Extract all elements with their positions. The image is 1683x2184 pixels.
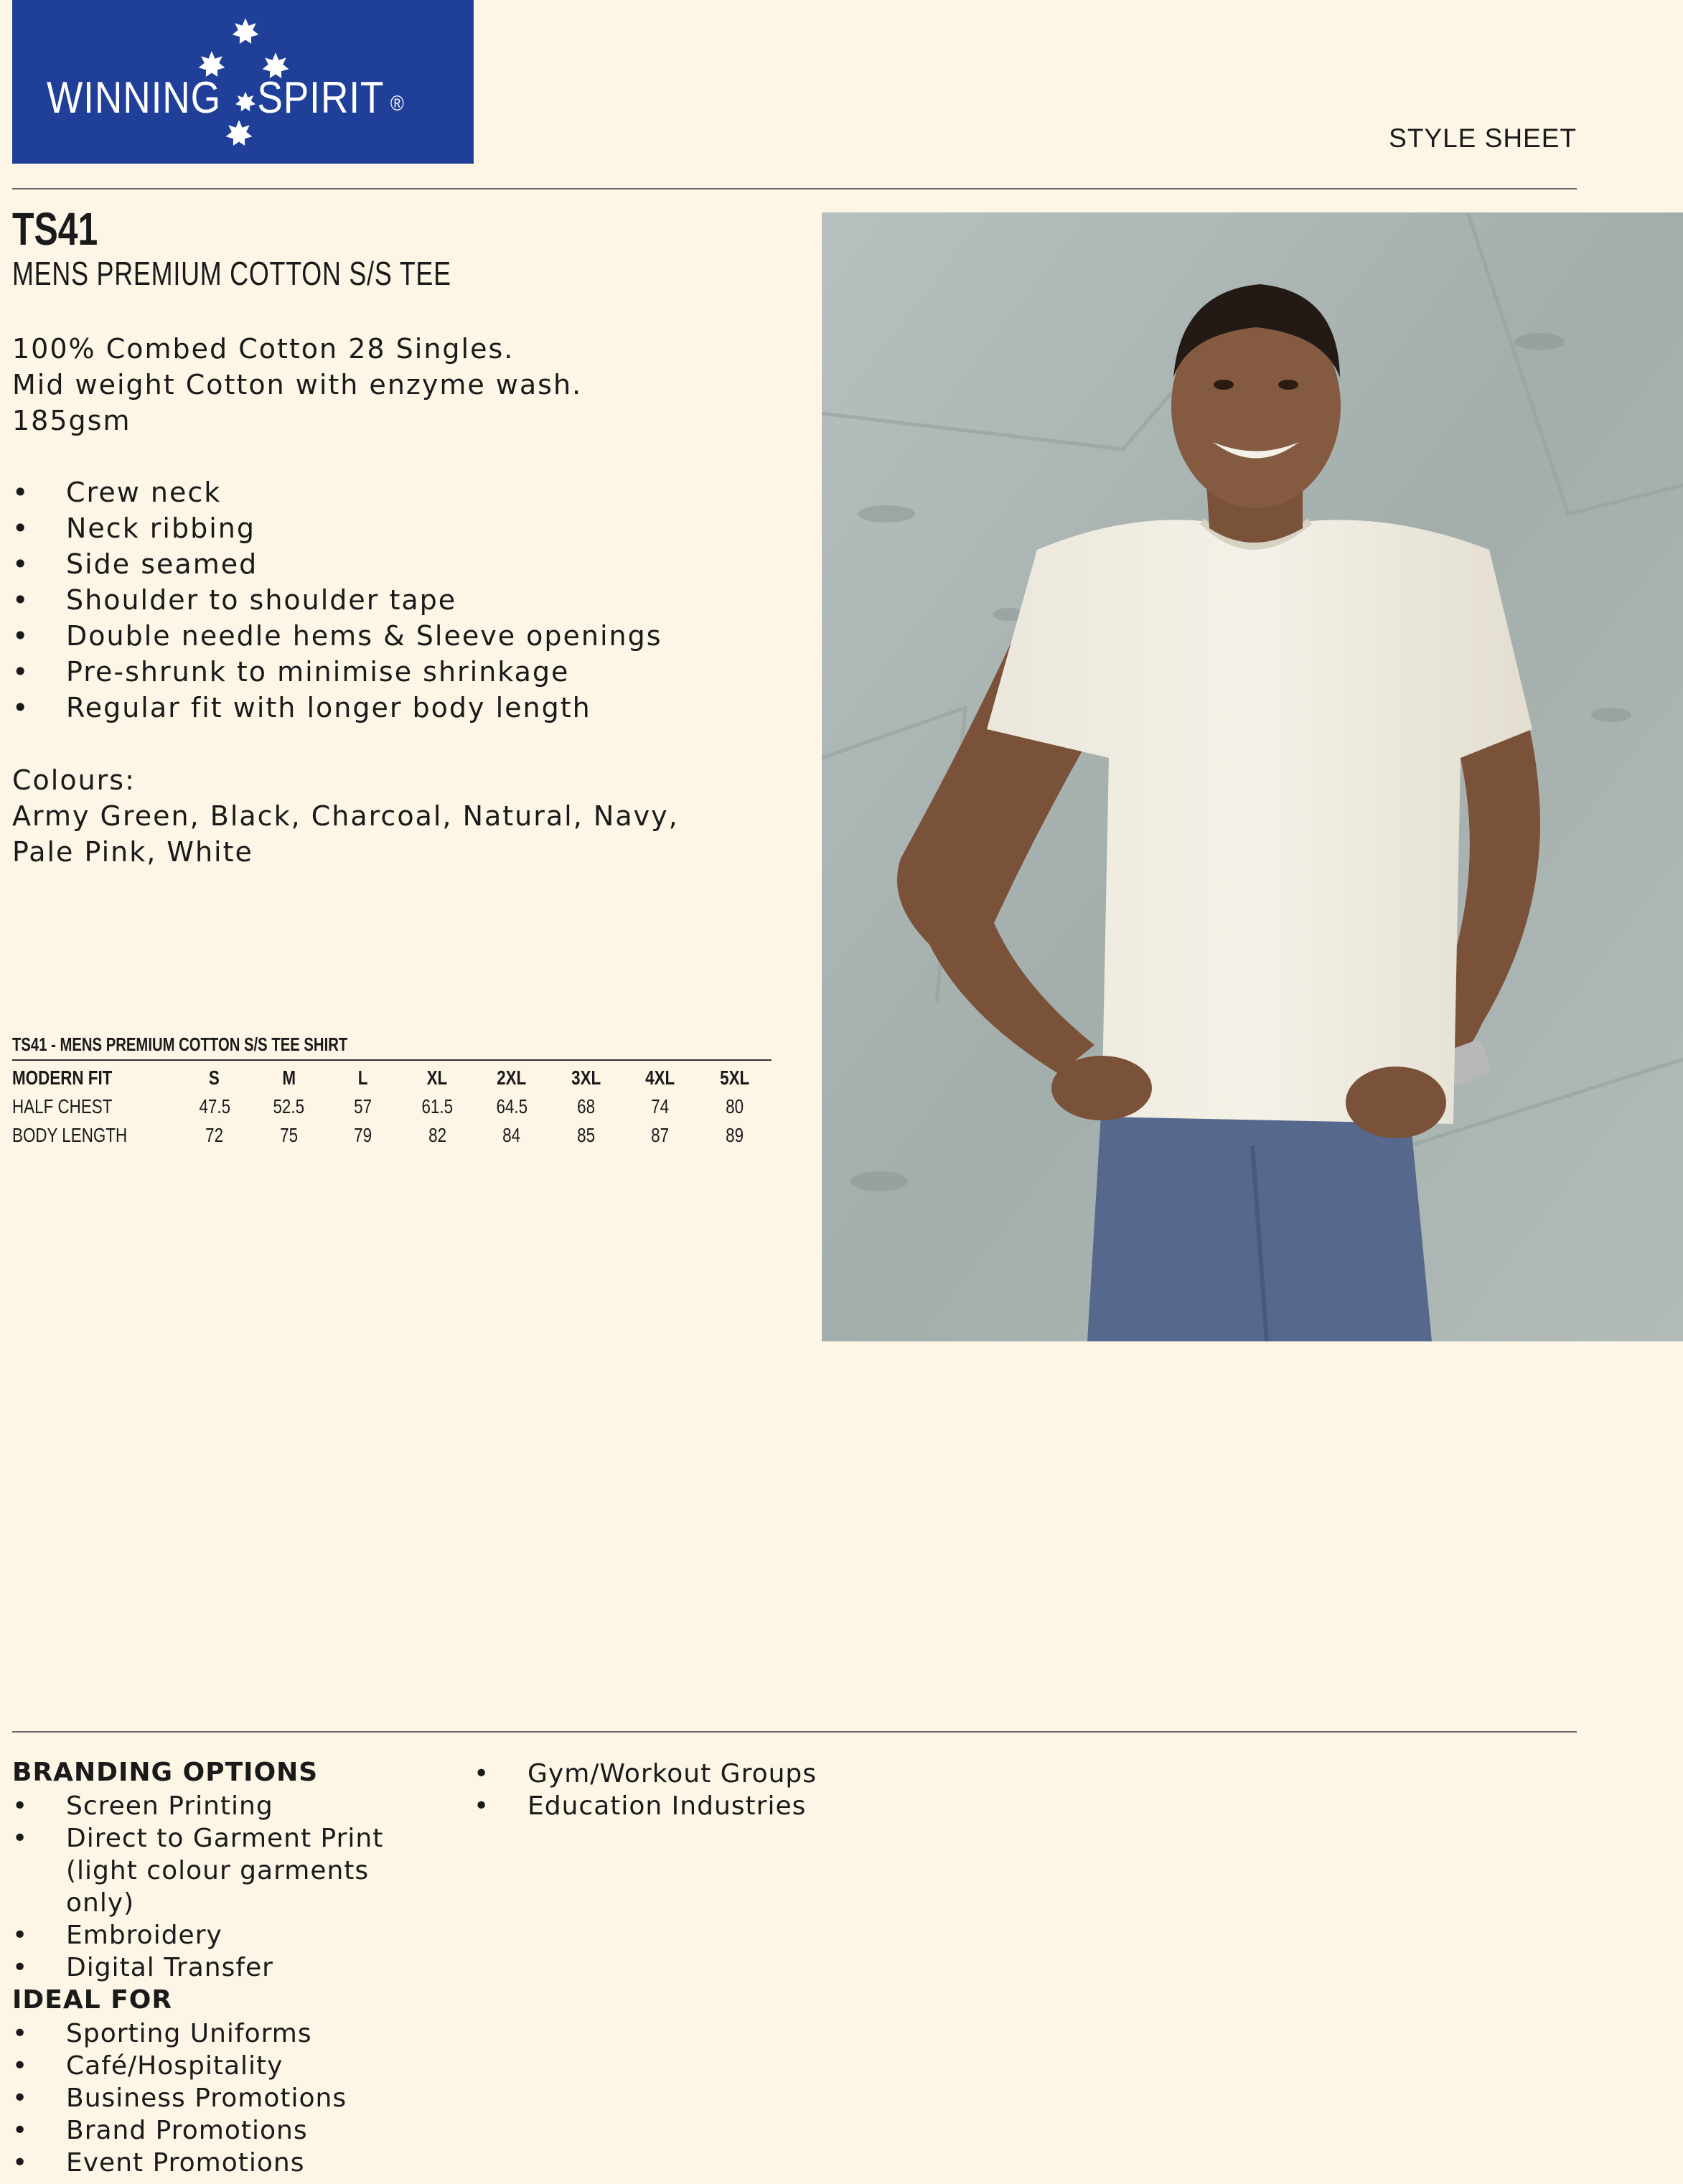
size-label: 3XL — [571, 1067, 601, 1089]
table-cell: 87 — [651, 1124, 670, 1146]
feature-item: • Pre-shrunk to minimise shrinkage — [12, 654, 662, 690]
feature-item: • Neck ribbing — [12, 510, 662, 546]
header-divider — [12, 188, 1577, 189]
ideal-for-item: • Event Promotions — [12, 2147, 515, 2179]
product-name: MENS PREMIUM COTTON S/S TEE — [12, 255, 451, 292]
feature-item: • Regular fit with longer body length — [12, 690, 662, 726]
table-cell: 82 — [428, 1124, 446, 1146]
half-chest-row — [12, 1092, 772, 1121]
table-cell: 47.5 — [198, 1095, 230, 1117]
product-description — [12, 331, 582, 439]
brand-name-right: SPIRIT — [257, 72, 385, 123]
row-label: HALF CHEST — [12, 1095, 113, 1117]
size-label: S — [209, 1067, 220, 1089]
row-label: BODY LENGTH — [12, 1124, 128, 1146]
table-cell: 85 — [576, 1124, 595, 1146]
ideal-for-item: • Café/Hospitality — [12, 2050, 515, 2082]
size-chart-table — [12, 1064, 772, 1150]
table-cell: 79 — [354, 1124, 372, 1146]
size-label: 5XL — [719, 1067, 749, 1089]
branding-option-item: • Direct to Garment Print (light colour garments only) — [12, 1822, 428, 1919]
size-label: XL — [426, 1067, 448, 1089]
table-cell: 74 — [651, 1095, 670, 1117]
table-cell: 72 — [205, 1124, 224, 1146]
colours-list — [12, 798, 687, 870]
table-cell: 80 — [725, 1095, 744, 1117]
table-cell: 75 — [279, 1124, 298, 1146]
size-label: M — [281, 1067, 296, 1089]
size-label: 2XL — [497, 1067, 527, 1089]
ideal-for-item: • Business Promotions — [12, 2082, 515, 2114]
table-cell: 57 — [354, 1095, 372, 1117]
model-wearing-tee-image — [822, 212, 1683, 1341]
size-label: L — [357, 1067, 368, 1089]
fit-label: MODERN FIT — [12, 1067, 113, 1089]
colours-line: Pale Pink, White — [12, 836, 253, 868]
size-label: 4XL — [645, 1067, 675, 1089]
feature-item: • Double needle hems & Sleeve openings — [12, 618, 662, 654]
ideal-for-list — [12, 2017, 515, 2179]
feature-item: • Shoulder to shoulder tape — [12, 582, 662, 618]
registered-mark: ® — [390, 92, 405, 116]
product-photo — [822, 212, 1683, 1341]
description-line: Mid weight Cotton with enzyme wash. — [12, 369, 583, 400]
ideal-for-list-continued — [474, 1758, 976, 1822]
footer-divider — [12, 1731, 1577, 1733]
ideal-for-item: • Brand Promotions — [12, 2114, 515, 2147]
branding-option-item: • Digital Transfer — [12, 1951, 428, 1984]
branding-option-item: • Embroidery — [12, 1919, 428, 1951]
description-line: 100% Combed Cotton 28 Singles. — [12, 333, 515, 365]
colours-heading: Colours: — [12, 764, 136, 796]
description-line: 185gsm — [12, 405, 131, 436]
style-sheet-label: STYLE SHEET — [1389, 123, 1577, 153]
table-cell: 61.5 — [421, 1095, 454, 1117]
size-chart-caption: TS41 - MENS PREMIUM COTTON S/S TEE SHIRT — [12, 1034, 348, 1055]
table-cell: 89 — [725, 1124, 744, 1146]
ideal-for-item: • Education Industries — [474, 1790, 976, 1822]
brand-name-left: WINNING — [47, 72, 221, 123]
branding-options-heading: BRANDING OPTIONS — [12, 1758, 319, 1787]
body-length-row — [12, 1121, 772, 1150]
ideal-for-item: • Sporting Uniforms — [12, 2017, 515, 2050]
branding-option-item: • Screen Printing — [12, 1790, 428, 1822]
feature-item: • Side seamed — [12, 546, 662, 582]
table-cell: 52.5 — [273, 1095, 305, 1117]
table-cell: 64.5 — [495, 1095, 528, 1117]
product-code: TS41 — [12, 203, 98, 255]
size-chart — [12, 1034, 772, 1150]
colours-line: Army Green, Black, Charcoal, Natural, Navy, — [12, 800, 679, 832]
branding-options-list — [12, 1790, 428, 1984]
brand-logo — [12, 0, 474, 164]
size-header-row — [12, 1064, 772, 1092]
ideal-for-heading: IDEAL FOR — [12, 1985, 173, 2015]
table-cell: 68 — [576, 1095, 595, 1117]
feature-item: • Crew neck — [12, 474, 662, 510]
size-chart-divider — [12, 1059, 772, 1061]
table-cell: 84 — [502, 1124, 521, 1146]
feature-list — [12, 474, 662, 726]
brand-wordmark — [47, 69, 405, 126]
ideal-for-item: • Gym/Workout Groups — [474, 1758, 976, 1790]
